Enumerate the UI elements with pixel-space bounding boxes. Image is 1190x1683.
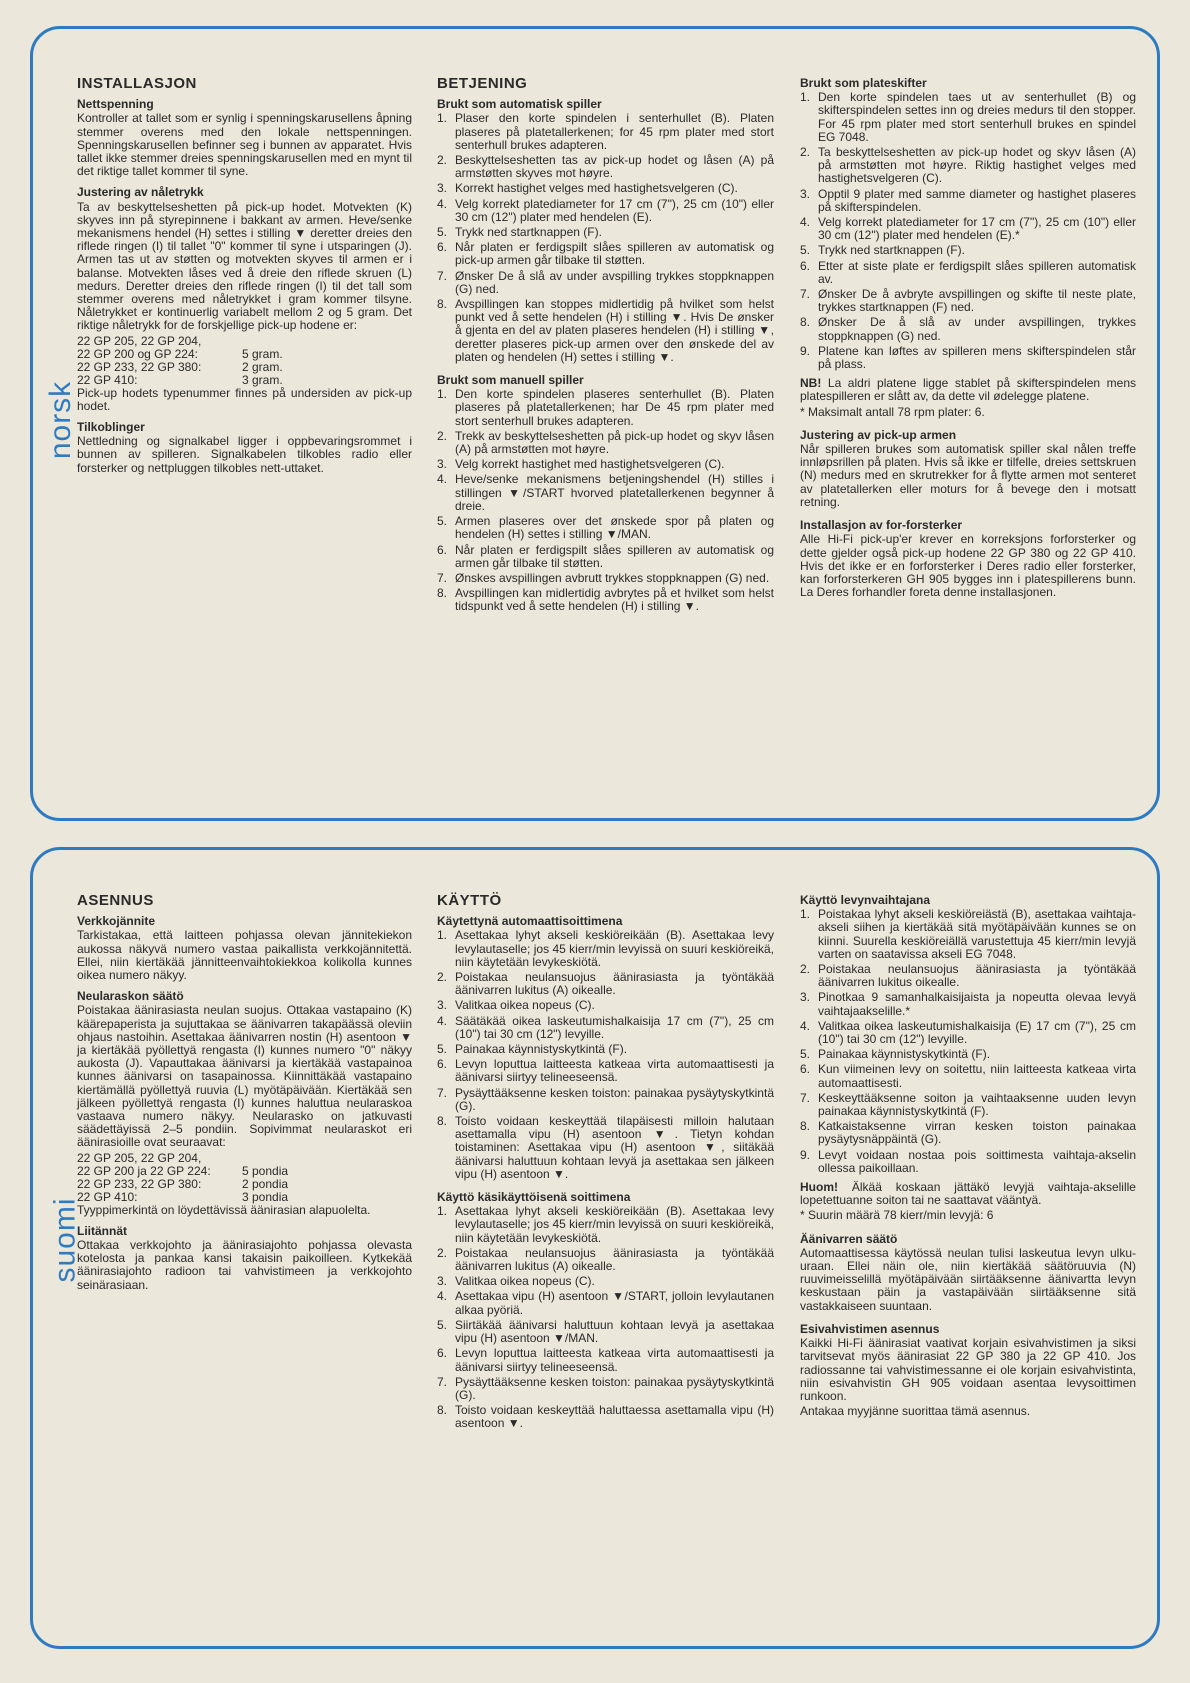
vaihtaja-column [800, 894, 1136, 1420]
weight: 5 pondia [242, 1163, 289, 1178]
numbered-list [800, 908, 1136, 1175]
footnote: * Suurin määrä 78 kierr/min levyjä: 6 [800, 1208, 994, 1223]
list-item: 7. Keskeyttääksenne soiton ja vaihtaaksenne uuden levyn painakaa käynnistyskytkintä (F). [800, 1090, 1136, 1119]
list-item: 1. Den korte spindelen plaseres senterhullet (B). Platen plaseres på platetallerkenen; har De 45 rpm plater med stort senterhull brukes adapteren. [437, 387, 774, 428]
section-title: ASENNUS [77, 892, 154, 909]
subsection-title: Brukt som manuell spiller [437, 373, 584, 388]
paragraph: Antakaa myyjänne suorittaa tämä asennus. [800, 1404, 1031, 1419]
list-item: 4. Velg korrekt platediameter for 17 cm (7"), 25 cm (10") eller 30 cm (12") plater med hendelen (E).* [800, 215, 1136, 243]
paragraph: Poistakaa äänirasiasta neulan suojus. Ottakaa vastapaino (K) käärepaperista ja sujuttakaa se äänivarren takapäässä oleviin ohjaus nastoihin. Asettakaa äänivarren nostin (H) asentoon ▼ ja kiertäkää pyöllettyä rengasta (I) kunnes numero "0" näkyy aukosta (J). Vapauttakaa äänivarsi ja kiertäkää vastapainoa kunnes äänivarsi on tasapainossa. Kiinnittäkää vastapaino kiertämällä pyöllettyä ruuvia (L) myötäpäivään. Kiertäkää sen jälkeen pyöllettyä rengasta (I) kunnes haluttua neularaskoa vastaava numero näkyy. Neularasko on jatkuvasti säädettäyissä 2–5 pondiin. Sopivimmat neularaskot eri äänirasioille ovat seuraavat: [77, 1003, 412, 1150]
list-item: 2. Poistakaa neulansuojus äänirasiasta ja työntäkää äänivarren lukitus (A) oikealle. [437, 1245, 774, 1274]
list-item: 5. Siirtäkää äänivarsi haluttuun kohtaan levyä ja asettakaa vipu (H) asentoon ▼/MAN. [437, 1317, 774, 1346]
note: Huom! Älkää koskaan jättäkö levyjä vaihtaja-akselille lopetettuanne soiton tai ne saattavat vääntyä. [800, 1180, 1136, 1208]
model: 22 GP 200 ja 22 GP 224: [77, 1163, 211, 1178]
list-item: 8. Avspillingen kan stoppes midlertidig på hvilket som helst punkt ved å sette hendelen (H) i stilling ▼. Hvis De ønsker å gjenta en del av platen plaseres hendelen (H) i stilling ▼, deretter plaseres pick-up armen over den ønskede del av platen og hendelen (H) settes i stilling ▼. [437, 297, 774, 364]
list-item: 2. Poistakaa neulansuojus äänirasiasta ja työntäkää äänivarren lukitus oikealle. [800, 962, 1136, 990]
list-item: 2. Beskyttelseshetten tas av pick-up hodet og låsen (A) på armstøtten skyves mot høyre. [437, 153, 774, 181]
subsection-title: Äänivarren säätö [800, 1231, 898, 1246]
numbered-list [437, 112, 774, 364]
section-title: BETJENING [437, 75, 528, 92]
section-title: KÄYTTÖ [437, 892, 502, 909]
subsection-title: Nettspenning [77, 97, 154, 112]
model: 22 GP 205, 22 GP 204, [77, 333, 202, 348]
subsection-title: Esivahvistimen asennus [800, 1321, 940, 1336]
list-item: 3. Pinotkaa 9 samanhalkaisijaista ja nopeutta olevaa levyä vaihtajaakselille.* [800, 990, 1136, 1018]
section-title: INSTALLASJON [77, 75, 197, 92]
paragraph: Kaikki Hi-Fi äänirasiat vaativat korjain esivahvistimen ja siksi tarvitsevat myös äänirasiat 22 GP 380 ja 22 GP 410. Jos radiossanne tai vahvistimessanne ei ole korjain esivahvistinta, niin esivahvistin GH 905 voidaan asentaa levysoittimen runkoon. [800, 1336, 1136, 1403]
betjening-column [437, 77, 774, 616]
list-item: 1. Den korte spindelen taes ut av senterhullet (B) og skifterspindelen settes inn og dreies medurs til den stopper. For 45 rpm plater med stort senterhull brukes en spindel EG 7048. [800, 90, 1136, 144]
list-item: 4. Velg korrekt platediameter for 17 cm (7"), 25 cm (10") eller 30 cm (12") plater med hendelen (E). [437, 196, 774, 224]
list-item: 1. Asettakaa lyhyt akseli keskiöreikään (B). Asettakaa levy levylautaselle; jos 45 kierr/min levyissä on suuri keskiöreikä, niin käytetään levykeskiötä. [437, 928, 774, 969]
list-item: 8. Katkaistaksenne virran kesken toiston painakaa pysäytysnäppäintä (G). [800, 1119, 1136, 1147]
list-item: 3. Velg korrekt hastighet med hastighetsvelgeren (C). [437, 457, 725, 472]
weight: 2 gram. [242, 359, 283, 374]
list-item: 4. Heve/senke mekanismens betjeningshendel (H) stilles i stillingen ▼/START hvorved platetallerkenen begynner å dreie. [437, 472, 774, 513]
model: 22 GP 233, 22 GP 380: [77, 1176, 202, 1191]
model: 22 GP 200 og GP 224: [77, 346, 198, 361]
subsection-title: Verkkojännite [77, 914, 156, 929]
list-item: 7. Pysäyttääksenne kesken toiston: painakaa pysäytyskytkintä (G). [437, 1085, 774, 1113]
weight: 2 pondia [242, 1176, 289, 1191]
list-item: 3. Korrekt hastighet velges med hastighetsvelgeren (C). [437, 181, 738, 196]
list-item: 8. Avspillingen kan midlertidig avbrytes på et hvilket som helst tidspunkt ved å sette hendelen (H) i stilling ▼. [437, 586, 774, 614]
weight: 3 pondia [242, 1189, 289, 1204]
model: 22 GP 233, 22 GP 380: [77, 359, 202, 374]
weight: 3 gram. [242, 372, 283, 387]
paragraph: Ottakaa verkkojohto ja äänirasiajohto pohjassa olevasta kotelosta ja pankaa kansi takaisin paikoilleen. Kytkekää äänirasiajohto radioon tai vahvistimeen ja verkkojohto seinärasiaan. [77, 1238, 412, 1292]
paragraph: Tarkistakaa, että laitteen pohjassa olevan jännitekiekon aukossa näkyvä numero vastaa paikallista verkkojännitettä. Ellei, niin kiertäkää jännitteenvaihtokiekkoa kolikolla kunnes oikea numero näkyy. [77, 928, 412, 983]
paragraph: Når spilleren brukes som automatisk spiller skal nålen treffe innløpsrillen på platen. Hvis så ikke er tilfelle, dreies settskruen (N) medurs med en skrutrekker for å flytte armen mot senteret av platetallerken eller moturs for å bevege den i motsatt retning. [800, 442, 1136, 509]
footnote: * Maksimalt antall 78 rpm plater: 6. [800, 404, 985, 419]
numbered-list [437, 929, 774, 1181]
list-item: 6. Kun viimeinen levy on soitettu, niin laitteesta katkeaa virta automaattisesti. [800, 1062, 1136, 1090]
list-item: 9. Platene kan løftes av spilleren mens skifterspindelen står på plass. [800, 343, 1136, 372]
list-item: 2. Ta beskyttelseshetten av pick-up hodet og skyv låsen (A) på armstøtten mot høyre. Riktig hastighet velges med hastighetsvelgeren (C). [800, 145, 1136, 186]
weight: 5 gram. [242, 346, 283, 361]
installasjon-column [77, 77, 412, 477]
subsection-title: Justering av nåletrykk [77, 185, 204, 200]
subsection-title: Tilkoblinger [77, 420, 145, 435]
list-item: 8. Ønsker De å slå av under avspillingen, trykkes stoppknappen (G) ned. [800, 315, 1136, 343]
paragraph: Nettledning og signalkabel ligger i oppbevaringsrommet i bunnen av spilleren. Signalkabelen tilkobles radio eller forsterker og nettpluggen tilkobles nett-uttaket. [77, 434, 412, 475]
subsection-title: Käytettynä automaattisoittimena [437, 914, 623, 929]
list-item: 5. Painakaa käynnistyskytkintä (F). [800, 1047, 991, 1062]
list-item: 8. Toisto voidaan keskeyttää tilapäisesti milloin halutaan asettamalla vipu (H) asentoon ▼. Tietyn kohdan toistaminen: Asettakaa vipu (H) asentoon ▼, siitäkää äänivarsi haluttuun kohtaan levyä ja asettakaa sen jälkeen vipu (H) asentoon ▼. [437, 1114, 774, 1181]
list-item: 5. Armen plaseres over det ønskede spor på platen og hendelen (H) settes i stilling ▼/MAN. [437, 514, 774, 542]
list-item: 2. Poistakaa neulansuojus äänirasiasta ja työntäkää äänivarren lukitus (A) oikealle. [437, 970, 774, 998]
paragraph: Kontroller at tallet som er synlig i spenningskarusellens åpning stemmer overens med den lokale nettspenningen. Spenningskarusellen befinner seg i bunnen av apparatet. Hvis tallet ikke stemmer dreies spenningskarusellen med en mynt til det riktige tallet kommer til syne. [77, 111, 412, 179]
list-item: 6. Når platen er ferdigspilt slåes spilleren av automatisk og armen går tilbake til støtten. [437, 542, 774, 570]
paragraph: Tyyppimerkintä on löydettävissä äänirasian alapuolelta. [77, 1202, 371, 1217]
model: 22 GP 205, 22 GP 204, [77, 1150, 202, 1165]
list-item: 6. Levyn loputtua laitteesta katkeaa virta automaattisesti ja äänivarsi siirtyy telineeseensä. [437, 1057, 774, 1085]
model: 22 GP 410: [77, 1189, 138, 1204]
list-item: 8. Toisto voidaan keskeyttää haluttaessa asettamalla vipu (H) asentoon ▼. [437, 1403, 774, 1431]
paragraph: Pick-up hodets typenummer finnes på undersiden av pick-up hodet. [77, 385, 412, 413]
numbered-list [800, 91, 1136, 371]
subsection-title: Liitännät [77, 1223, 127, 1238]
list-item: 4. Valitkaa oikea laskeutumishalkaisija (E) 17 cm (7"), 25 cm (10") tai 30 cm (12") levyille. [800, 1018, 1136, 1047]
list-item: 6. Når platen er ferdigspilt slåes spilleren av automatisk og pick-up armen går tilbake til støtten. [437, 240, 774, 268]
list-item: 7. Ønsker De å avbryte avspillingen og skifte til neste plate, trykkes startknappen (F) ned. [800, 287, 1136, 315]
list-item: 3. Valitkaa oikea nopeus (C). [437, 1274, 595, 1289]
list-item: 5. Painakaa käynnistyskytkintä (F). [437, 1042, 628, 1057]
list-item: 1. Plaser den korte spindelen i senterhullet (B). Platen plaseres på platetallerkenen; for 45 rpm plater med stort senterhull brukes adapteren. [437, 111, 774, 152]
subsection-title: Neularaskon säätö [77, 989, 184, 1004]
list-item: 1. Poistakaa lyhyt akseli keskiöreiästä (B), asettakaa vaihtaja-akseli siihen ja kiertäkää sitä myötäpäivään kunnes se on kiinni. Suurella keskiöreiällä varustettuja 45 kierr/min levyjä varten on saatavissa akseli EG 7048. [800, 907, 1136, 961]
list-item: 7. Ønskes avspillingen avbrutt trykkes stoppknappen (G) ned. [437, 570, 770, 585]
list-item: 5. Trykk ned startknappen (F). [800, 243, 965, 258]
subsection-title: Installasjon av for-forsterker [800, 518, 963, 533]
list-item: 7. Ønsker De å slå av under avspilling trykkes stoppknappen (G) ned. [437, 268, 774, 296]
subsection-title: Käyttö levynvaihtajana [800, 893, 931, 907]
list-item: 3. Valitkaa oikea nopeus (C). [437, 998, 595, 1013]
paragraph: Ta av beskyttelseshetten på pick-up hodet. Motvekten (K) skyves inn på styrepinnene i bakkant av armen. Heve/senke mekanismens hendel (H) settes i stilling ▼ deretter dreies den riflede ringen (I) til tallet "0" kommer til syne i utsparingen (J). Armen tas ut av støtten og motvekten skyves til armen er i balanse. Motvekten låses ved å dreie den riflede skruen (L) medurs. Deretter dreies den riflede ringen (I) til det tall som stemmer overens med nåletrykket i gram kommer tilsyne. Nåletrykket er kontinuerlig variabelt mellom 2 og 5 gram. Det riktige nåletrykk for de forskjellige pick-up hodene er: [77, 199, 412, 333]
list-item: 4. Säätäkää oikea laskeutumishalkaisija 17 cm (7"), 25 cm (10") tai 30 cm (12") levyille. [437, 1013, 774, 1041]
language-label-norsk: norsk [44, 380, 78, 460]
list-item: 6. Levyn loputtua laitteesta katkeaa virta automaattisesti ja äänivarsi siirtyy telineeseensä. [437, 1346, 774, 1374]
language-label-suomi: suomi [48, 1197, 82, 1283]
weight [242, 335, 283, 348]
note: NB! La aldri platene ligge stablet på skifterspindelen mens platespilleren er slått av, da dette vil ødelegge platene. [800, 376, 1136, 404]
subsection-title: Justering av pick-up armen [800, 427, 957, 442]
list-item: 6. Etter at siste plate er ferdigspilt slåes spilleren automatisk av. [800, 258, 1136, 286]
list-item: 2. Trekk av beskyttelseshetten på pick-up hodet og skyv låsen (A) på armstøtten mot høyre. [437, 428, 774, 457]
numbered-list [437, 1205, 774, 1430]
list-item: 9. Levyt voidaan nostaa pois soittimesta vaihtaja-akselin ollessa paikoillaan. [800, 1147, 1136, 1175]
paragraph: Automaattisessa käytössä neulan tulisi laskeutua levyn ulku-uraan. Ellei näin ole, niin kiertäkää säätöruuvia (N) ruuvimeisselillä myötäpäivään siirtääksenne äänivartta levyn keskustaan päin ja vastapäivään siirtääksenne sitä vastakkaiseen suuntaan. [800, 1245, 1136, 1313]
stylus-pressure-table [77, 335, 283, 387]
subsection-title: Brukt som plateskifter [800, 76, 927, 90]
weight [242, 1152, 288, 1165]
kaytto-column [437, 894, 774, 1433]
asennus-column [77, 894, 412, 1294]
subsection-title: Brukt som automatisk spiller [437, 97, 602, 112]
plateskifter-column [800, 77, 1136, 601]
list-item: 3. Opptil 9 plater med samme diameter og hastighet plaseres på skifterspindelen. [800, 186, 1136, 214]
list-item: 1. Asettakaa lyhyt akseli keskiöreikään (B). Asettakaa levy levylautaselle; jos 45 kierr/min levyissä on suuri keskiöreikä, niin käytetään levykeskiötä. [437, 1204, 774, 1245]
paragraph: Alle Hi-Fi pick-up'er krever en korreksjons forforsterker og dette gjelder også pick-up hodene 22 GP 380 og 22 GP 410. Hvis det ikke er en forforsterker i Deres radio eller forsterker, kan forforsterkeren GH 905 bygges inn i platespillerens bunn. La Deres forhandler foreta denne installasjonen. [800, 532, 1136, 600]
subsection-title: Käyttö käsikäyttöisenä soittimena [437, 1190, 631, 1205]
list-item: 4. Asettakaa vipu (H) asentoon ▼/START, jolloin levylautanen alkaa pyöriä. [437, 1289, 774, 1317]
list-item: 7. Pysäyttääksenne kesken toiston: painakaa pysäytyskytkintä (G). [437, 1374, 774, 1402]
model: 22 GP 410: [77, 372, 138, 387]
numbered-list [437, 388, 774, 613]
stylus-pressure-table [77, 1152, 288, 1204]
list-item: 5. Trykk ned startknappen (F). [437, 225, 602, 240]
